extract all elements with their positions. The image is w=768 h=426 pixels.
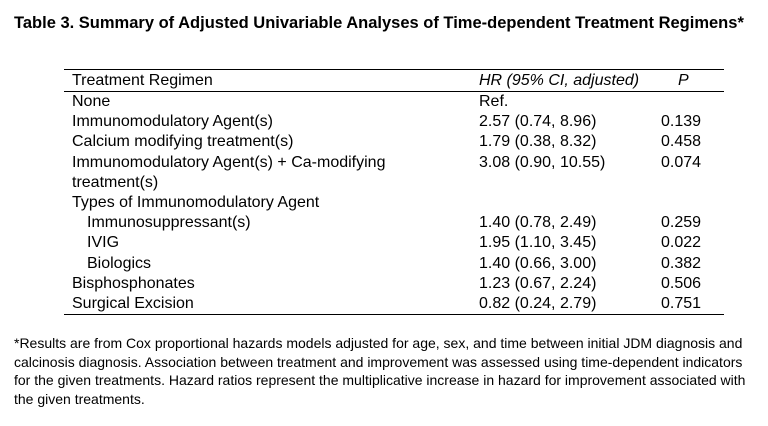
row-hr: 1.95 (1.10, 3.45) bbox=[479, 234, 597, 252]
row-label: Calcium modifying treatment(s) bbox=[72, 133, 294, 151]
row-p bbox=[653, 173, 724, 193]
row-label: Surgical Excision bbox=[72, 295, 194, 313]
row-p bbox=[653, 92, 724, 112]
row-p: 0.022 bbox=[661, 234, 702, 252]
table-row bbox=[64, 213, 724, 233]
header-treatment-regimen: Treatment Regimen bbox=[72, 71, 213, 89]
table-title: Table 3. Summary of Adjusted Univariable Analyses of Time-dependent Treatment Regimens* bbox=[14, 14, 744, 32]
header-p-value: P bbox=[678, 71, 689, 89]
row-hr: 1.79 (0.38, 8.32) bbox=[479, 133, 597, 151]
table-row bbox=[64, 233, 724, 253]
table-row bbox=[64, 274, 724, 294]
table-row bbox=[64, 294, 724, 314]
row-label: IVIG bbox=[87, 234, 120, 252]
row-hr: Ref. bbox=[479, 93, 509, 110]
row-p: 0.259 bbox=[661, 214, 702, 232]
row-label: Types of Immunomodulatory Agent bbox=[72, 194, 320, 212]
row-hr: 1.23 (0.67, 2.24) bbox=[479, 274, 597, 292]
header-hazard-ratio: HR (95% CI, adjusted) bbox=[479, 71, 640, 89]
row-p: 0.382 bbox=[661, 254, 702, 272]
row-hr bbox=[477, 173, 653, 193]
table-row bbox=[64, 193, 724, 213]
row-p: 0.751 bbox=[661, 295, 702, 313]
row-hr: 2.57 (0.74, 8.96) bbox=[479, 113, 597, 131]
row-label: Immunomodulatory Agent(s) + Ca-modifying bbox=[72, 153, 386, 171]
row-p: 0.458 bbox=[661, 133, 702, 151]
row-label: None bbox=[72, 93, 111, 110]
row-p: 0.139 bbox=[661, 113, 702, 131]
table-row bbox=[64, 173, 724, 193]
row-label: Biologics bbox=[87, 254, 152, 272]
row-label: Immunomodulatory Agent(s) bbox=[72, 113, 273, 131]
table-footnote: *Results are from Cox proportional hazards models adjusted for age, sex, and time between initial JDM diagnosis and calcinosis diagnosis. Association between treatment and improvement was assessed using time-dependent indicators for the given treatments. Hazard ratios represent the multiplicative increase in hazard for improvement associated with the given treatments. bbox=[14, 335, 746, 407]
row-hr: 1.40 (0.78, 2.49) bbox=[479, 214, 597, 232]
table-row bbox=[64, 153, 724, 173]
row-p: 0.074 bbox=[661, 153, 702, 171]
row-label: Bisphosphonates bbox=[72, 274, 195, 292]
table-header-row bbox=[64, 70, 724, 92]
table-row bbox=[64, 254, 724, 274]
row-label: Immunosuppressant(s) bbox=[87, 214, 251, 232]
row-label: treatment(s) bbox=[72, 173, 159, 191]
table-row bbox=[64, 92, 724, 112]
row-hr bbox=[477, 193, 653, 213]
table-row bbox=[64, 132, 724, 152]
row-hr: 0.82 (0.24, 2.79) bbox=[479, 295, 597, 313]
row-p: 0.506 bbox=[661, 274, 702, 292]
row-hr: 1.40 (0.66, 3.00) bbox=[479, 254, 597, 272]
table-row bbox=[64, 112, 724, 132]
results-table bbox=[64, 69, 724, 315]
row-p bbox=[653, 193, 724, 213]
row-hr: 3.08 (0.90, 10.55) bbox=[479, 153, 606, 171]
